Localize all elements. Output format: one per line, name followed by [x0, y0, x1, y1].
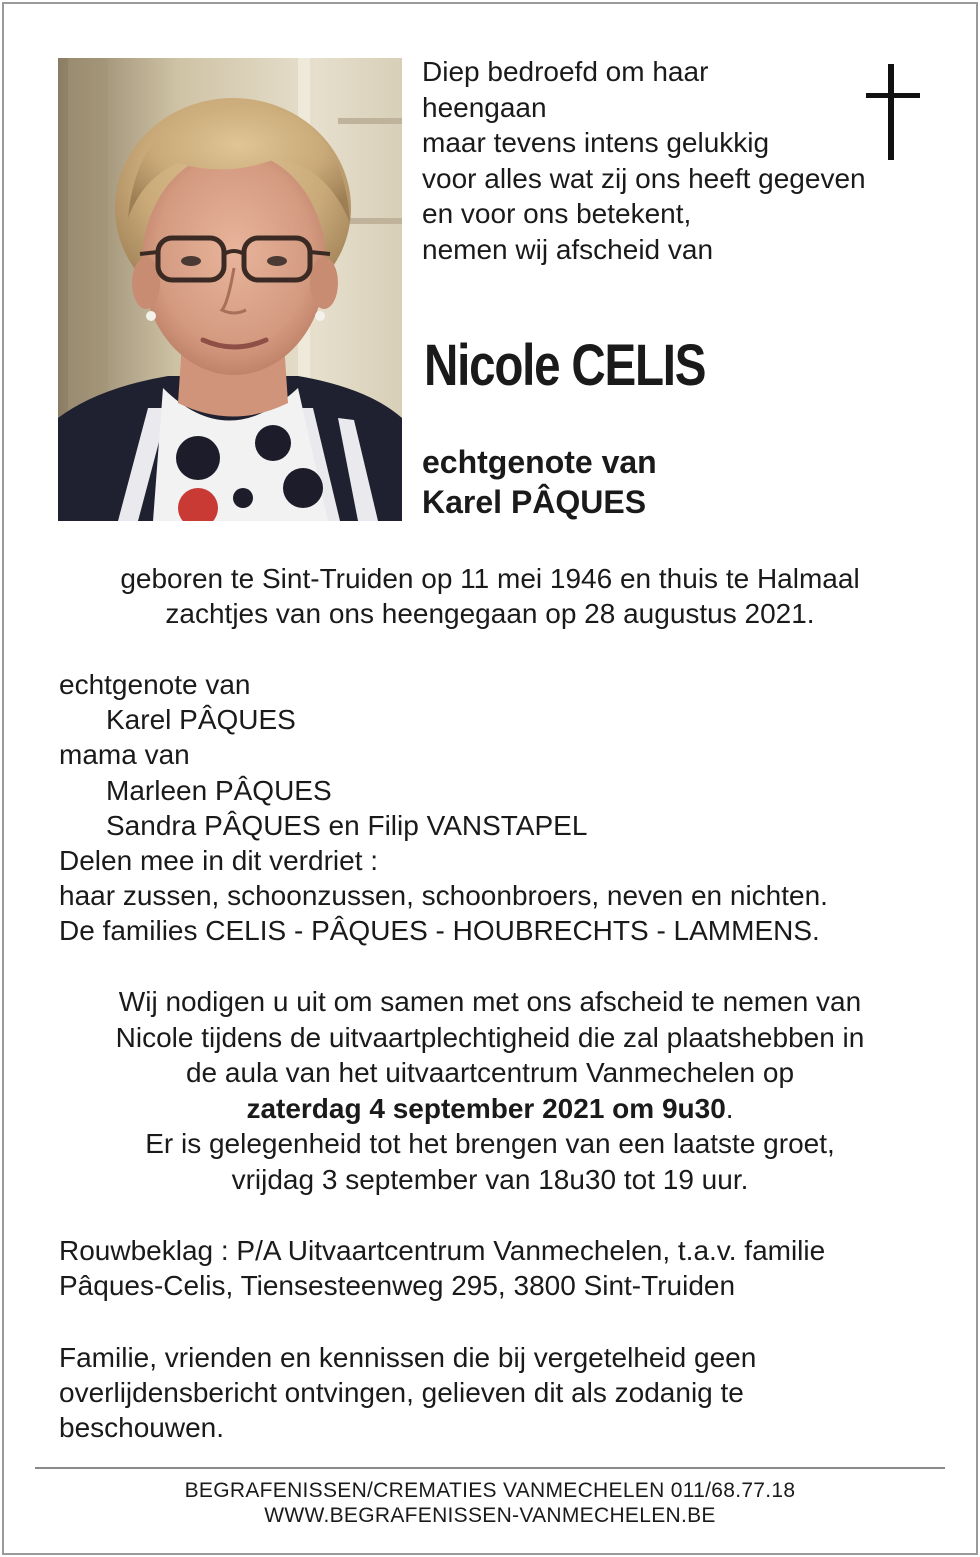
relation-label: echtgenote van	[422, 444, 657, 480]
deceased-name: Nicole CELIS	[424, 333, 706, 398]
funeral-home-website[interactable]: WWW.BEGRAFENISSEN-VANMECHELEN.BE	[264, 1504, 716, 1527]
ceremony-date-suffix: .	[725, 1092, 734, 1124]
family-line: Delen mee in dit verdriet :	[59, 845, 379, 877]
birth-death-text	[0, 561, 980, 631]
ceremony-date: zaterdag 4 september 2021 om 9u30	[246, 1092, 726, 1124]
intro-line: voor alles wat zij ons heeft gegeven	[422, 162, 866, 194]
portrait-photo	[58, 58, 402, 521]
funeral-invitation	[0, 984, 980, 1197]
family-line: echtgenote van	[59, 669, 251, 700]
footer	[0, 1478, 980, 1528]
intro-line: heengaan	[422, 91, 547, 123]
family-line: Karel PÂQUES	[106, 704, 296, 736]
family-line: Sandra PÂQUES en Filip VANSTAPEL	[106, 809, 588, 841]
footer-divider	[35, 1467, 945, 1469]
ceremony-date-line	[0, 1091, 980, 1127]
family-line: Marleen PÂQUES	[106, 774, 332, 806]
condolences-line: Pâques-Celis, Tiensesteenweg 295, 3800 Sint-Truiden	[59, 1270, 736, 1301]
notice-line: Familie, vrienden en kennissen die bij vergetelheid geen	[59, 1342, 757, 1373]
intro-line: Diep bedroefd om haar	[422, 56, 709, 87]
birth-line: geboren te Sint-Truiden op 11 mei 1946 en thuis te Halmaal	[120, 563, 860, 594]
intro-line: nemen wij afscheid van	[422, 233, 714, 265]
condolences-line: Rouwbeklag : P/A Uitvaartcentrum Vanmechelen, t.a.v. familie	[59, 1235, 826, 1266]
family-line: De families CELIS - PÂQUES - HOUBRECHTS - LAMMENS.	[59, 915, 820, 947]
spouse-block	[422, 442, 657, 522]
notice-line: beschouwen.	[59, 1412, 225, 1443]
intro-line: maar tevens intens gelukkig	[422, 127, 770, 158]
funeral-home-contact: BEGRAFENISSEN/CREMATIES VANMECHELEN 011/68.77.18	[184, 1479, 796, 1502]
invitation-line: de aula van het uitvaartcentrum Vanmechelen op	[185, 1057, 795, 1088]
notice-line: overlijdensbericht ontvingen, gelieven dit als zodanig te	[59, 1377, 744, 1408]
condolences-address	[59, 1233, 825, 1303]
intro-text	[422, 54, 866, 267]
spouse-name: Karel PÂQUES	[422, 484, 647, 520]
invitation-line: vrijdag 3 september van 18u30 tot 19 uur.	[231, 1163, 749, 1195]
family-line: mama van	[59, 739, 190, 771]
intro-line: en voor ons betekent,	[422, 198, 692, 229]
invitation-line: Er is gelegenheid tot het brengen van een laatste groet,	[145, 1128, 835, 1159]
family-line: haar zussen, schoonzussen, schoonbroers, neven en nichten.	[59, 880, 828, 912]
invitation-line: Wij nodigen u uit om samen met ons afscheid te nemen van	[118, 986, 862, 1017]
death-line: zachtjes van ons heengegaan op 28 augustus 2021.	[165, 598, 815, 629]
notice-text	[59, 1340, 756, 1445]
family-list	[59, 667, 828, 949]
invitation-line: Nicole tijdens de uitvaartplechtigheid die zal plaatshebben in	[115, 1021, 865, 1053]
cross-icon	[863, 64, 923, 160]
